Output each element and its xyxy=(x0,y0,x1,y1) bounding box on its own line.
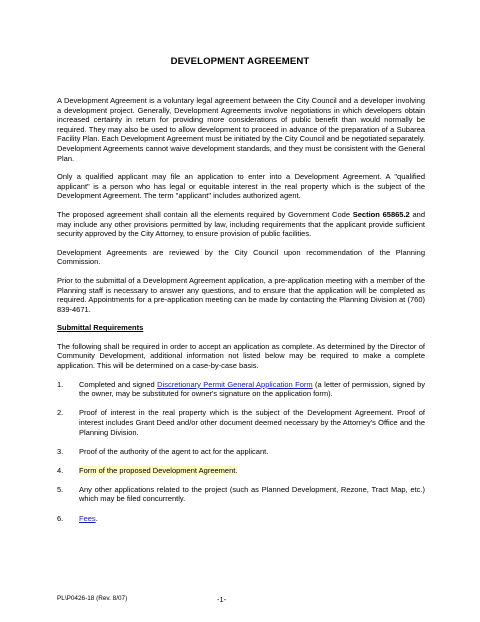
fees-link[interactable]: Fees xyxy=(79,513,96,523)
form-code: PL\P0426-18 (Rev. 8/07) xyxy=(57,595,128,602)
government-code-text: The proposed agreement shall contain all the elements required by Government Code xyxy=(57,209,353,219)
review-paragraph: Development Agreements are reviewed by the City Council upon recommendation of the Planning Commission. xyxy=(57,247,425,267)
pre-application-paragraph: Prior to the submittal of a Development Agreement application, a pre-application meeting with a member of the Planning staff is necessary to answer any questions, and to ensure that the application will be completed as required. Appointments for a pre-application meeting can be made by contacting the Planning Division at (760) 839-4671. xyxy=(57,275,425,314)
intro-paragraph: A Development Agreement is a voluntary legal agreement between the City Council and a developer involving a development project. Generally, Development Agreements involve negotiations in which developers obtain increased certainty in return for providing more considerations of public benefit than would normally be required. They may also be used to allow development to proceed in advance of the preparation of a Subarea Facility Plan. Each Development Agreement must be initiated by the City Council and be negotiated separately. Development Agreements cannot waive development standards, and they must be consistent with the General Plan. xyxy=(57,96,425,163)
application-form-link[interactable]: Discretionary Permit General Application Form xyxy=(157,379,313,389)
list-number: 2. xyxy=(57,408,64,418)
list-number: 4. xyxy=(57,465,64,475)
government-code-section: Section 65865.2 xyxy=(352,209,410,219)
government-code-text-after: and may include any other provisions permitted by law, including requirements that the applicant provide sufficient security approved by the City Attorney, to ensure provision of public facilities. xyxy=(57,209,425,239)
government-code-paragraph xyxy=(57,210,425,239)
list-text-before: Completed and signed xyxy=(79,379,158,389)
submittal-intro-paragraph: The following shall be required in order to accept an application as complete. As determined by the Director of Community Development, additional information not listed below may be required to make a complete application. This will be determined on a case-by-case basis. xyxy=(57,341,425,371)
list-item xyxy=(57,408,425,437)
list-item xyxy=(57,466,425,476)
page-number: -1- xyxy=(217,595,227,604)
list-text xyxy=(79,466,425,476)
submittal-requirements-heading: Submittal Requirements xyxy=(57,323,144,333)
list-text xyxy=(79,380,425,399)
page-title: DEVELOPMENT AGREEMENT xyxy=(170,56,310,67)
list-item xyxy=(57,380,425,399)
list-text-after: . xyxy=(95,513,98,523)
list-text: Proof of interest in the real property which is the subject of the Development Agreement. Proof of interest includes Grant Deed and/or other document deemed necessary by the Attorney's Office and the Planning Division. xyxy=(79,408,425,437)
list-number: 1. xyxy=(57,379,64,389)
list-text-after: (a letter of permission, signed by the owner, may be substituted for owner's signature on the application form). xyxy=(79,379,426,399)
list-item xyxy=(57,485,425,504)
list-item xyxy=(57,514,425,524)
list-number: 5. xyxy=(57,484,64,494)
list-number: 3. xyxy=(57,446,64,456)
document-body xyxy=(57,96,425,533)
qualified-applicant-paragraph: Only a qualified applicant may file an application to enter into a Development Agreement. A "qualified applicant" is a person who has legal or equitable interest in the real property which is the subject of the Development Agreement. The term "applicant" includes authorized agent. xyxy=(57,172,425,201)
highlighted-text: Form of the proposed Development Agreement. xyxy=(79,465,238,475)
list-number: 6. xyxy=(57,513,64,523)
list-text: Proof of the authority of the agent to act for the applicant. xyxy=(79,446,269,456)
list-text: Any other applications related to the project (such as Planned Development, Rezone, Tract Map, etc.) which may be filed concurrently. xyxy=(79,484,425,504)
list-text xyxy=(79,514,425,524)
list-item xyxy=(57,447,425,457)
